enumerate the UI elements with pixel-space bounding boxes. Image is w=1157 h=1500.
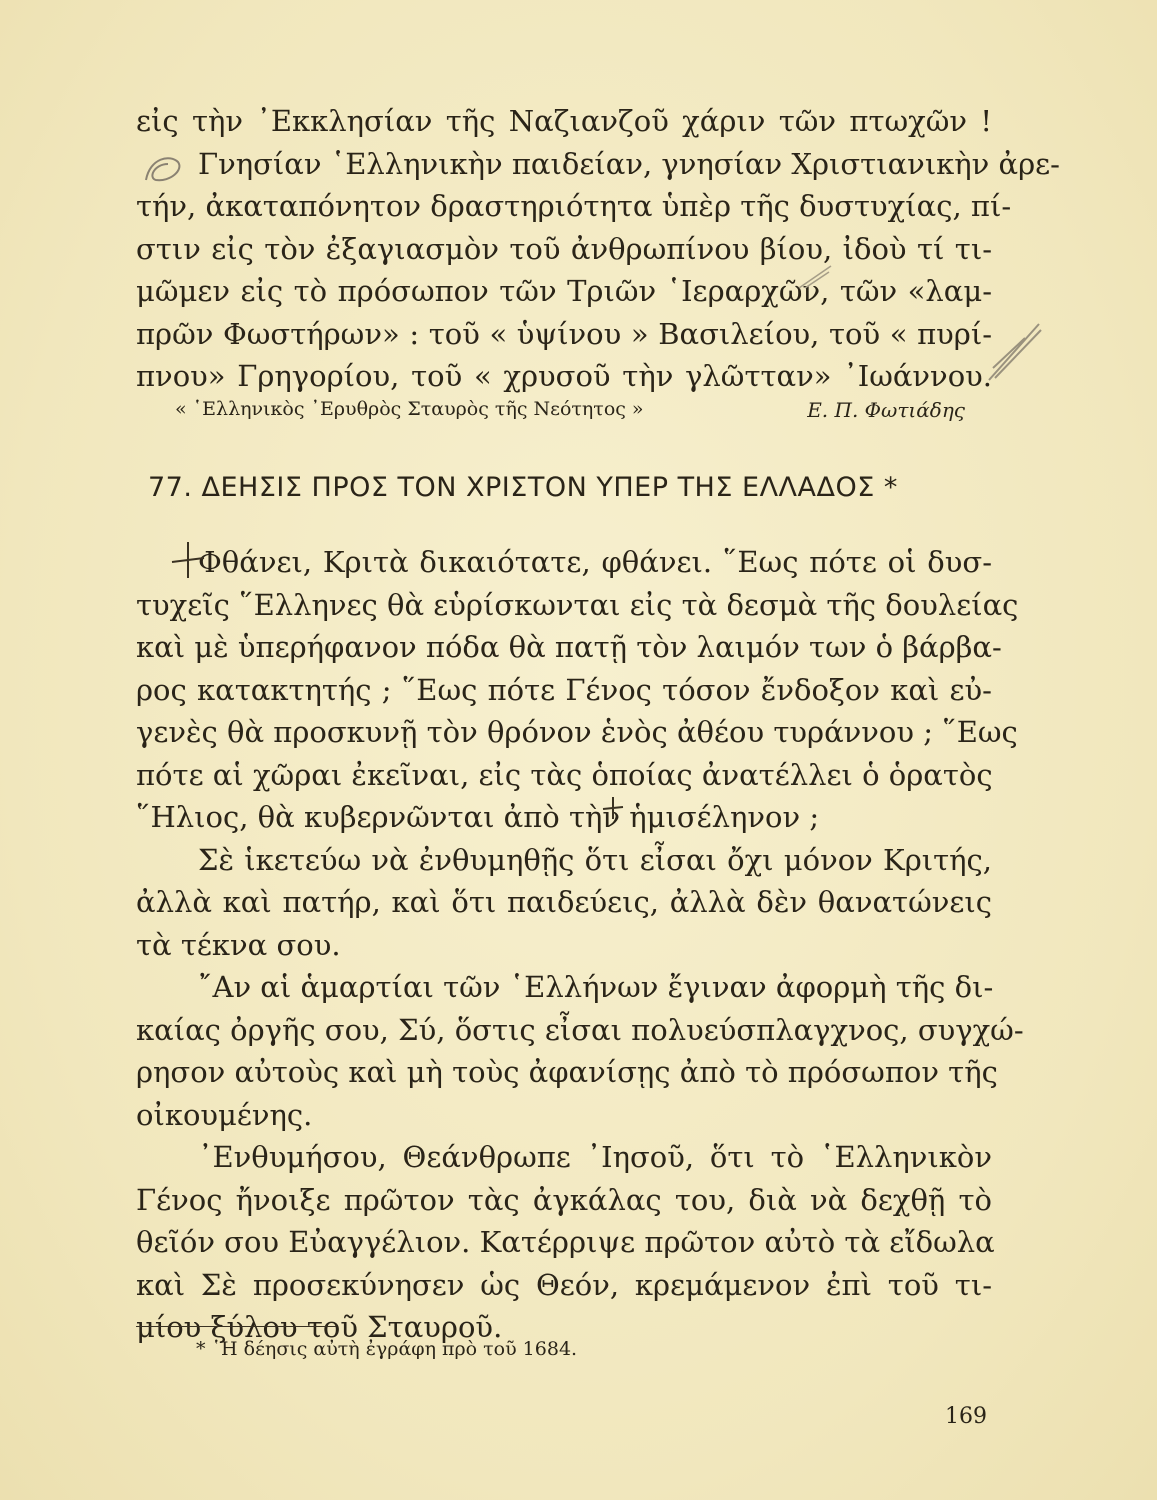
- text-line: οἰκουμένης.: [136, 1097, 313, 1132]
- text-line: πότε αἱ χῶραι ἐκεῖναι, εἰς τὰς ὁποίας ἀνατέλλει ὁ ὁρατὸς: [136, 757, 993, 792]
- text-line: Φθάνει, Κριτὰ δικαιότατε, φθάνει. ῞Εως πότε οἱ δυσ-: [198, 545, 992, 579]
- text-line: μίου ξύλου τοῦ Σταυροῦ.: [136, 1310, 503, 1344]
- text-line: τὰ τέκνα σου.: [136, 927, 341, 962]
- text-line: γενὲς θὰ προσκυνῇ τὸν θρόνον ἑνὸς ἀθέου τυράννου ; ῞Εως: [136, 715, 1018, 749]
- text-line: καίας ὀργῆς σου, Σύ, ὅστις εἶσαι πολυεύσπλαγχνος, συγχώ-: [136, 1012, 1024, 1047]
- text-line: καὶ Σὲ προσεκύνησεν ὡς Θεόν, κρεμάμενον ἐπὶ τοῦ τι-: [136, 1267, 992, 1302]
- paragraph-trois-hierarques: [136, 100, 1060, 398]
- text-line: εἰς τὴν ᾿Εκκλησίαν τῆς Ναζιανζοῦ χάριν τῶν πτωχῶν !: [136, 104, 992, 138]
- text-line: καὶ μὲ ὑπερήφανον πόδα θὰ πατῇ τὸν λαιμόν των ὁ βάρβα-: [136, 630, 1002, 664]
- text-line: ρησον αὐτοὺς καὶ μὴ τοὺς ἀφανίσῃς ἀπὸ τὸ πρόσωπον τῆς: [136, 1055, 998, 1089]
- text-line: ῞Ηλιος, θὰ κυβερνῶνται ἀπὸ τὴν ἡμισέληνον ;: [136, 800, 820, 834]
- text-line: Γνησίαν ῾Ελληνικὴν παιδείαν, γνησίαν Χριστιανικὴν ἀρε-: [198, 146, 1060, 181]
- attribution: [175, 398, 965, 422]
- text-line: Σὲ ἱκετεύω νὰ ἐνθυμηθῇς ὅτι εἶσαι ὄχι μόνον Κριτής,: [198, 842, 992, 877]
- text-line: μῶμεν εἰς τὸ πρόσωπον τῶν Τριῶν ῾Ιεραρχῶν, τῶν «λαμ-: [136, 274, 992, 308]
- pencil-stroke-icon: [985, 318, 1045, 388]
- attribution-author: Ε. Π. Φωτιάδης: [807, 398, 965, 422]
- footnote: * ῾Η δέησις αὐτὴ ἐγράφη πρὸ τοῦ 1684.: [196, 1338, 578, 1360]
- attribution-source: « ῾Ελληνικὸς ᾿Ερυθρὸς Σταυρὸς τῆς Νεότητος »: [175, 398, 644, 420]
- text-line: ἀλλὰ καὶ πατήρ, καὶ ὅτι παιδεύεις, ἀλλὰ δὲν θανατώνεις: [136, 885, 992, 919]
- text-line: ρος κατακτητής ; ῞Εως πότε Γένος τόσον ἔνδοξον καὶ εὐ-: [136, 672, 992, 707]
- text-line: τήν, ἀκαταπόνητον δραστηριότητα ὑπὲρ τῆς δυστυχίας, πί-: [136, 189, 1012, 223]
- text-line: στιν εἰς τὸν ἐξαγιασμὸν τοῦ ἀνθρωπίνου βίου, ἰδοὺ τί τι-: [136, 231, 992, 266]
- text-line: τυχεῖς ῞Ελληνες θὰ εὑρίσκωνται εἰς τὰ δεσμὰ τῆς δουλείας: [136, 587, 1019, 622]
- text-line: θεῖόν σου Εὐαγγέλιον. Κατέρριψε πρῶτον αὐτὸ τὰ εἴδωλα: [136, 1225, 995, 1259]
- page-number: 169: [945, 1404, 987, 1429]
- text-line: ᾿Ενθυμήσου, Θεάνθρωπε ᾿Ιησοῦ, ὅτι τὸ ῾Ελληνικὸν: [198, 1140, 992, 1174]
- text-line: πνου» Γρηγορίου, τοῦ « χρυσοῦ τὴν γλῶτταν» ᾿Ιωάννου.: [136, 359, 992, 393]
- section-heading: 77. ΔΕΗΣΙΣ ΠΡΟΣ ΤΟΝ ΧΡΙΣΤΟΝ ΥΠΕΡ ΤΗΣ ΕΛΛΑΔΟΣ *: [148, 472, 898, 503]
- text-line: Γένος ἤνοιξε πρῶτον τὰς ἀγκάλας του, διὰ νὰ δεχθῇ τὸ: [136, 1182, 992, 1217]
- text-line: πρῶν Φωστήρων» : τοῦ « ὑψίνου » Βασιλείου, τοῦ « πυρί-: [136, 316, 992, 351]
- text-line: ῎Αν αἱ ἁμαρτίαι τῶν ῾Ελλήνων ἔγιναν ἀφορμὴ τῆς δι-: [198, 970, 994, 1004]
- footnote-divider: [136, 1326, 336, 1327]
- section-body: [136, 541, 1024, 1349]
